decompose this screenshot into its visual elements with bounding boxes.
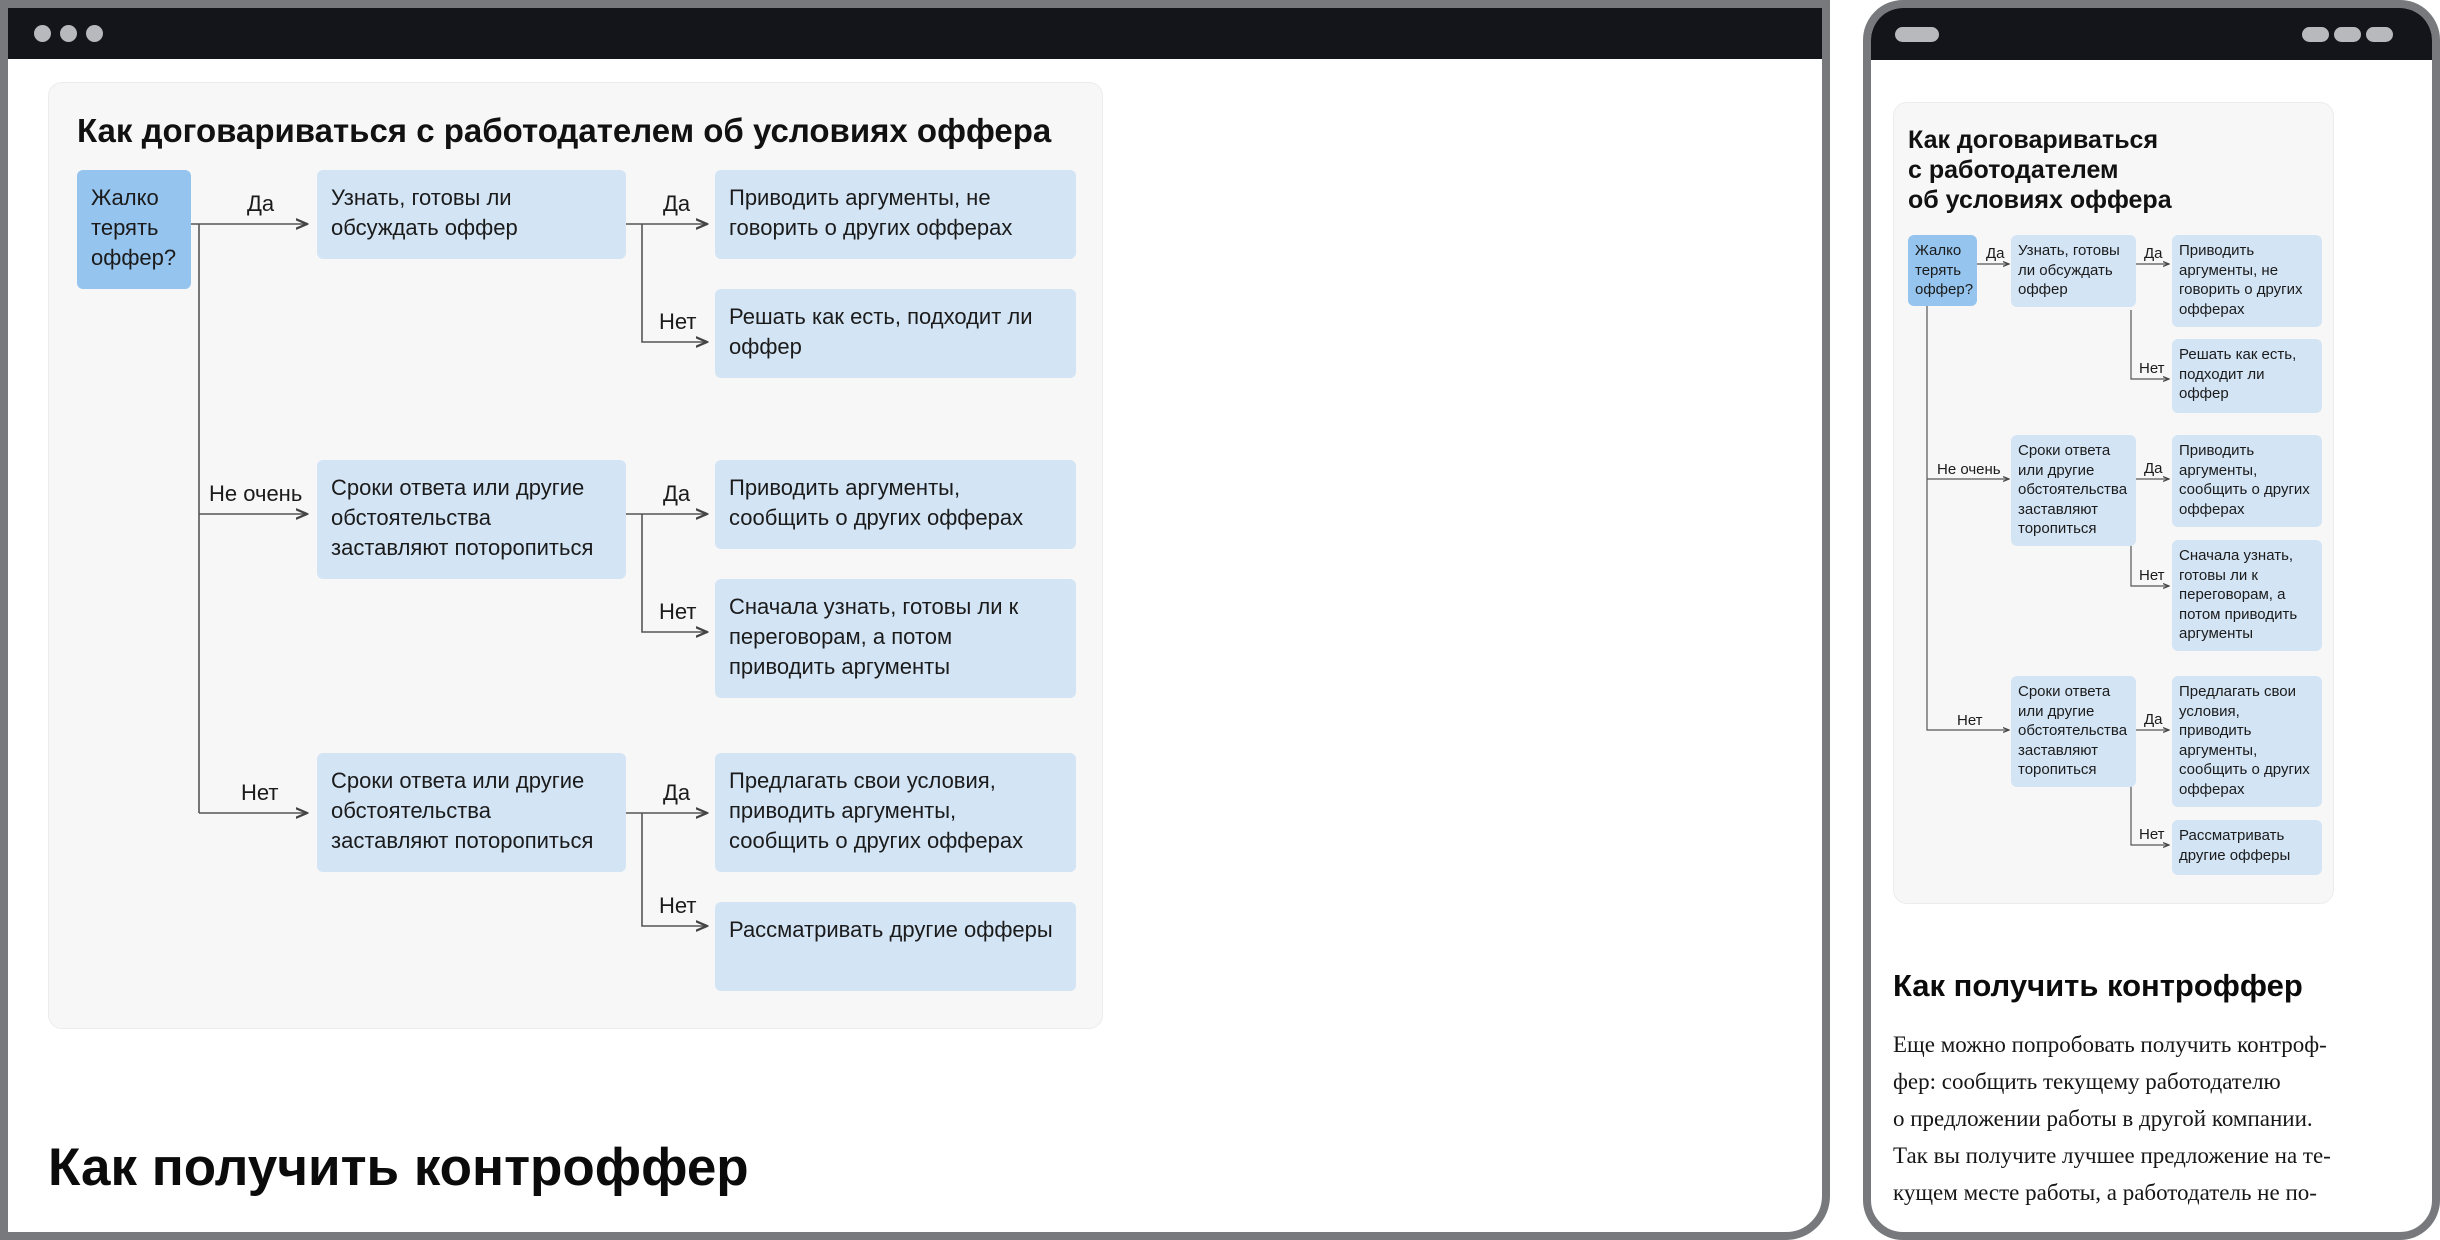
edge-label-yes: Да <box>1986 245 2005 262</box>
outcome-propose-terms: Предлагать свои условия, приводить аргументы, сообщить о других офферах <box>2172 676 2322 807</box>
diagram-title: Как договариваться с работодателем об условиях оффера <box>1908 126 2172 214</box>
outcome-ask-then-argue: Сначала узнать, готовы ли к переговорам, а потом приводить аргументы <box>715 579 1076 698</box>
mobile-status-bar <box>1871 8 2432 60</box>
decision-diagram-card <box>48 82 1103 1029</box>
section-heading: Как получить контроффер <box>1893 968 2303 1003</box>
status-pill-icon <box>2334 27 2361 42</box>
edge-label-no: Нет <box>1957 712 1983 729</box>
outcome-decide-as-is: Решать как есть, подходит ли оффер <box>715 289 1076 378</box>
edge-label-not-really: Не очень <box>209 481 303 506</box>
edge-label-no: Нет <box>659 599 697 624</box>
diagram-title: Как договариваться с работодателем об условиях оффера <box>77 112 1052 149</box>
outcome-argue-no-other-offers: Приводить аргументы, не говорить о других офферах <box>2172 235 2322 327</box>
status-pill-icon <box>2302 27 2329 42</box>
edge-label-no: Нет <box>2139 567 2165 584</box>
edge-label-no: Нет <box>659 893 697 918</box>
node-deadline-pressure: Сроки ответа или другие обстоятельства заставляют поторопиться <box>317 460 626 579</box>
node-deadline-pressure: Сроки ответа или другие обстоятельства заставляют торопиться <box>2011 676 2136 787</box>
window-dot-icon <box>60 25 77 42</box>
status-pill-icon <box>1895 27 1939 42</box>
edge-label-yes: Да <box>663 191 691 216</box>
section-heading: Как получить контроффер <box>48 1138 749 1197</box>
node-deadline-pressure: Сроки ответа или другие обстоятельства заставляют торопиться <box>2011 435 2136 546</box>
root-question-box: Жалко терять оффер? <box>77 170 191 289</box>
outcome-argue-no-other-offers: Приводить аргументы, не говорить о других офферах <box>715 170 1076 259</box>
status-pill-icon <box>2366 27 2393 42</box>
edge-label-yes: Да <box>2144 711 2163 728</box>
mobile-window <box>1863 0 2440 1240</box>
outcome-argue-mention-offers: Приводить аргументы, сообщить о других офферах <box>715 460 1076 549</box>
window-dot-icon <box>34 25 51 42</box>
edge-label-yes: Да <box>2144 245 2163 262</box>
edge-label-yes: Да <box>663 481 691 506</box>
article-paragraph: Еще можно попробовать получить контроф- фер: сообщить текущему работодателю о предложении работы в другой компании. Так вы получите лучшее предложение на те- кущем месте работы, а работодатель не по- <box>1893 1032 2331 1205</box>
outcome-consider-other-offers: Рассматривать другие офферы <box>715 902 1076 991</box>
outcome-consider-other-offers: Рассматривать другие офферы <box>2172 820 2322 875</box>
desktop-title-bar <box>8 8 1822 59</box>
edge-label-yes: Да <box>2144 460 2163 477</box>
node-deadline-pressure: Сроки ответа или другие обстоятельства заставляют поторопиться <box>317 753 626 872</box>
decision-diagram-card <box>1893 102 2334 904</box>
outcome-ask-then-argue: Сначала узнать, готовы ли к переговорам, а потом приводить аргументы <box>2172 540 2322 651</box>
edge-label-no: Нет <box>241 780 279 805</box>
edge-label-yes: Да <box>247 191 275 216</box>
outcome-argue-mention-offers: Приводить аргументы, сообщить о других офферах <box>2172 435 2322 527</box>
edge-label-no: Нет <box>659 309 697 334</box>
node-ask-ready-to-discuss: Узнать, готовы ли обсуждать оффер <box>317 170 626 259</box>
edge-label-no: Нет <box>2139 826 2165 843</box>
root-question-box: Жалко терять оффер? <box>1908 235 1977 306</box>
edge-label-no: Нет <box>2139 360 2165 377</box>
node-ask-ready-to-discuss: Узнать, готовы ли обсуждать оффер <box>2011 235 2136 307</box>
outcome-propose-terms: Предлагать свои условия, приводить аргументы, сообщить о других офферах <box>715 753 1076 872</box>
edge-label-not-really: Не очень <box>1937 461 2001 478</box>
window-dot-icon <box>86 25 103 42</box>
outcome-decide-as-is: Решать как есть, подходит ли оффер <box>2172 339 2322 413</box>
edge-label-yes: Да <box>663 780 691 805</box>
